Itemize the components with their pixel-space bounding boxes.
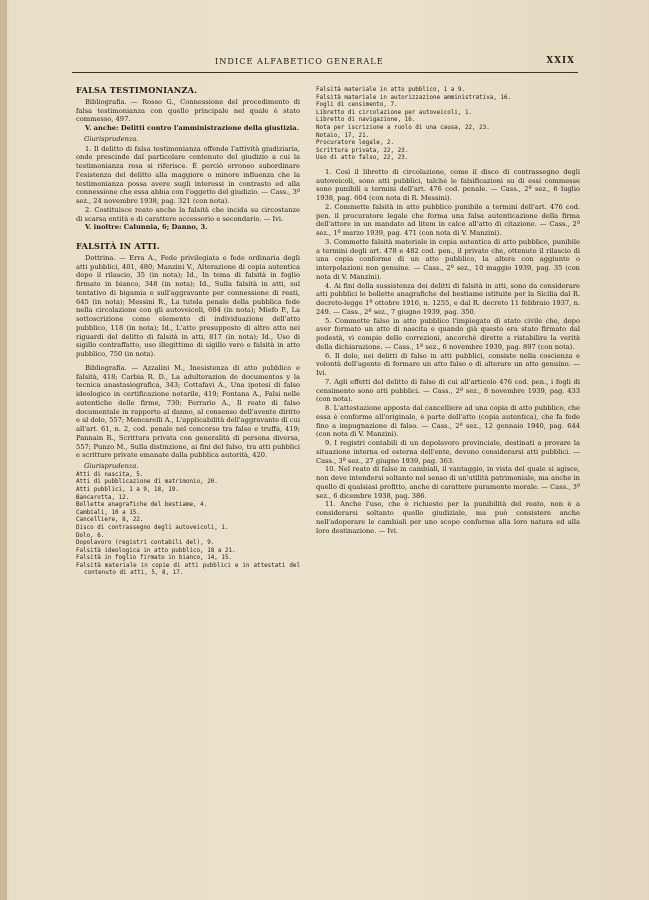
index-entry: Fogli di censimento, 7. [316, 102, 398, 109]
index-entry: Falsità materiale in autorizzazione amministrativa, 16. [316, 94, 512, 101]
index-entry: Procuratore legale, 2. [316, 140, 395, 147]
header-rule [72, 72, 578, 73]
massima-7: 7. Agli effetti del delitto di falso di cui all'articolo 476 cod. pen., i fogli di censimento sono atti pubblici. — Cass., 2ª sez., 8 novembre 1939, pag. 433 (con nota). [316, 377, 580, 404]
header-title: INDICE ALFABETICO GENERALE [215, 56, 384, 66]
section-heading-falsa-testimonianza: FALSA TESTIMONIANZA. [76, 85, 198, 95]
index-entry: Atti di nascita, 5. [76, 471, 144, 478]
index-entry: Notaio, 17, 21. [316, 132, 370, 139]
index-entry: Dolo, 6. [76, 532, 105, 539]
giurisprudenza-label: Giurisprudenza. [84, 134, 139, 143]
index-entry: Falsità materiale in copie di atti pubblici e in attestati del contenuto di atti, 5, 8, 17. [76, 562, 300, 577]
index-entry: Cambiali, 10 a 15. [76, 509, 140, 516]
index-entry: Bollette anagrafiche del bestiame, 4. [76, 502, 208, 509]
index-entry: Scrittura privata, 22, 23. [316, 147, 409, 154]
bibliografia-entry-falsita: Bibliografia. — Azzalini M., Inesistenza di atto pubblico e falsità, 418; Carbia R. D., La adulterazion de documentos y la tecnica anastasiografica, 343; Cottafavi A., Una ipotesi di falso ideologico in certificazione notarile, 419; Fontana A., Falsi nelle autentiche delle firme, 730; Ferrario A., Il reato di falso documentale in rapporto al danno, al consenso dell'avente diritto e al dolo, 557; Mencarelli A., L'applicabilità dell'aggravante di cui all'art. 61, n. 2, cod. penale nel concorso tra falso e truffa, 419; Pannain R., Scrittura privata con generalità di persona diversa, 557; Punzo M., Sulla distinzione, ai fini del falso, tra atti pubblici e scritture private emanate dalla pubblica autorità, 420. [76, 363, 300, 460]
page-binding-edge [0, 0, 7, 900]
index-entry: Dopolavoro (registri contabili del), 9. [76, 540, 215, 547]
index-entry: Atti pubblici, 1 a 9, 18, 19. [76, 486, 179, 493]
subject-index-right [316, 87, 580, 163]
index-entry: Libretto di navigazione, 16. [316, 117, 416, 124]
massima-5: 5. Commette falso in atto pubblico l'impiegato di stato civile che, dopo aver formato un atto di nascita e quando già questo era stato firmato dal podestà, vi compie delle correzioni, ancorchè dirette a ristabilire la verità della dichiarazione. — Cass., 1ª sez., 6 novembre 1939, pag. 897 (con nota). [316, 316, 580, 351]
index-entry: Falsità in foglio firmato in bianco, 14, 15. [76, 555, 233, 562]
index-entry: Falsità materiale in atto pubblico, 1 a 9. [316, 87, 465, 93]
massima-6: 6. Il dolo, nei delitti di falso in atti pubblici, consiste nella coscienza e volontà dell'agente di formare un atto falso o di alterare un atto genuino. — Ivi. [316, 351, 580, 378]
subject-index-left [76, 472, 300, 578]
right-column [316, 86, 580, 535]
index-entry: Nota per iscrizione a ruolo di una causa, 22, 23. [316, 124, 490, 131]
index-entry: Falsità ideologica in atto pubblico, 18 a 21. [76, 547, 236, 554]
left-column [76, 86, 300, 578]
dottrina-entry: Dottrina. — Erra A., Fede privilegiata e fede ordinaria degli atti pubblici, 401, 480; Manzini V., Alterazione di copia autentica dopo il rilascio, 35 (in nota); Id., In tema di falsità in foglio firmato in bianco, 348 (in nota); Id., Sulla falsità in atti, sul tentativo di bigamia e sull'aggravante per connessione di reati, 645 (in nota); Messini R., La tutela penale della pubblica fede nella circolazione con gli autoveicoli, 604 (in nota); Miefo P., La sottoscrizione come elemento di individuazione dell'atto pubblico, 118 (in nota); Id., L'atto presupposto di altro atto nei riguardi del delitto di falsità in atti, 817 (in nota); Id., Uso di sigillo contraffatto, uso illegittimo di sigillo vero e falsità in atto pubblico, 750 (in nota). [76, 253, 300, 358]
see-also-further-entry: V. inoltre: Calunnia, 6; Danno, 3. [85, 223, 208, 232]
massima-2: 2. Commette falsità in atto pubblico punibile a termini dell'art. 476 cod. pen. il procuratore legale che forma una falsa autenticazione della firma dell'attore in un mandato ad litem in calce all'atto di citazione. — Cass., 2ª sez., 1º marzo 1939, pag. 471 (con nota di V. Manzini). [316, 202, 580, 238]
section-heading-falsita-in-atti: FALSITÀ IN ATTI. [76, 241, 160, 251]
massima-2: 2. Costituisce reato anche la falsità che incida su circostanze di scarsa entità e di carattere accessorio e secondario. — Ivi. [76, 205, 300, 223]
massima-3: 3. Commette falsità materiale in copia autentica di atto pubblico, punibile a termini degli art. 478 e 482 cod. pen., il privato che, ottenuto il rilascio di una copia conforme di un atto pubblico, la altera con aggiunte o interpolazioni non genuine. — Cass., 2ª sez., 10 maggio 1939, pag. 35 (con nota di V. Manzini). [316, 237, 580, 281]
massima-9: 9. I registri contabili di un dopolavoro provinciale, destinati a provare la situazione interna ed esterna dell'ente, devono considerarsi atti pubblici. — Cass., 3ª sez., 27 giugno 1939, pag. 363. [316, 439, 580, 465]
see-also-entry: V. anche: Delitti contro l'amministrazione della giustizia. [85, 124, 299, 132]
page-number: XXIX [546, 56, 575, 66]
index-entry: Libretto di circolazione per autoveicoli, 1. [316, 109, 473, 116]
index-entry: Atti di pubblicazione di matrimonio, 20. [76, 479, 218, 486]
massima-4: 4. Ai fini della sussistenza dei delitti di falsità in atti, sono da considerare atti pubblici le bollette anagrafiche del bestiame istituite per la Sicilia dal R. decreto-legge 1º ottobre 1916, n. 1255, e dal R. decreto 11 febbraio 1937, n. 249. — Cass., 2ª sez., 7 giugno 1939, pag. 350. [316, 281, 580, 316]
index-entry: Uso di atto falso, 22, 23. [316, 155, 409, 162]
running-header [215, 56, 575, 70]
bibliografia-entry: Bibliografia. — Rosso G., Connessione del procedimento di falsa testimonianza con quello principale nel quale è stato commesso, 497. [76, 97, 300, 124]
index-entry: Bancarotta, 12. [76, 494, 130, 501]
index-entry: Disco di contrassegno degli autoveicoli, 1. [76, 524, 229, 531]
massima-10: 10. Nel reato di falso in cambiali, il vantaggio, in vista del quale si agisce, non deve intendersi soltanto nel senso di un'utilità patrimoniale, ma anche in quello di qualsiasi profitto, anche di carattere puramente morale. — Cass., 3ª sez., 6 dicembre 1938, pag. 386. [316, 465, 580, 500]
massima-1: 1. Così il libretto di circolazione, come il disco di contrassegno degli autoveicoli, sono atti pubblici, talchè le falsificazioni su di essi commesse sono punibili a termini dell'art. 476 cod. penale. — Cass., 2ª sez., 6 luglio 1938, pag. 604 (con nota di R. Messini). [316, 167, 580, 203]
giurisprudenza-label-falsita: Giurisprudenza. [84, 462, 139, 470]
index-entry: Cancelliere, 8, 22. [76, 517, 144, 524]
massima-8: 8. L'attestazione apposta dal cancelliere ad una copia di atto pubblico, che essa è conforme all'originale, è parte dell'atto (copia autentica), che fa fede fino a impugnazione di falso. — Cass., 2ª sez., 12 gennaio 1940, pag. 644 (con nota di V. Manzini). [316, 404, 580, 439]
massima-1: 1. Il delitto di falsa testimonianza offende l'attività giudiziaria, onde prescinde dal particolare contenuto del giudizio a cui la testimonianza resa si riferisce. È perciò erroneo subordinare l'esistenza del delitto alla maggiore o minore influenza che la testimonianza possa avere sugli interessi in contrasto ed alla connessione che essa abbia con l'oggetto del giudizio. — Cass., 3ª sez., 24 novembre 1938, pag. 321 (con nota). [76, 144, 300, 205]
massima-11: 11. Anche l'uso, che è richiesto per la punibilità del reato, non è a considerarsi soltanto quello giudiziale, ma può consistere anche nell'adoperare le cambiali per uno scopo conforme alla loro natura ed alla loro destinazione. — Ivi. [316, 500, 580, 535]
